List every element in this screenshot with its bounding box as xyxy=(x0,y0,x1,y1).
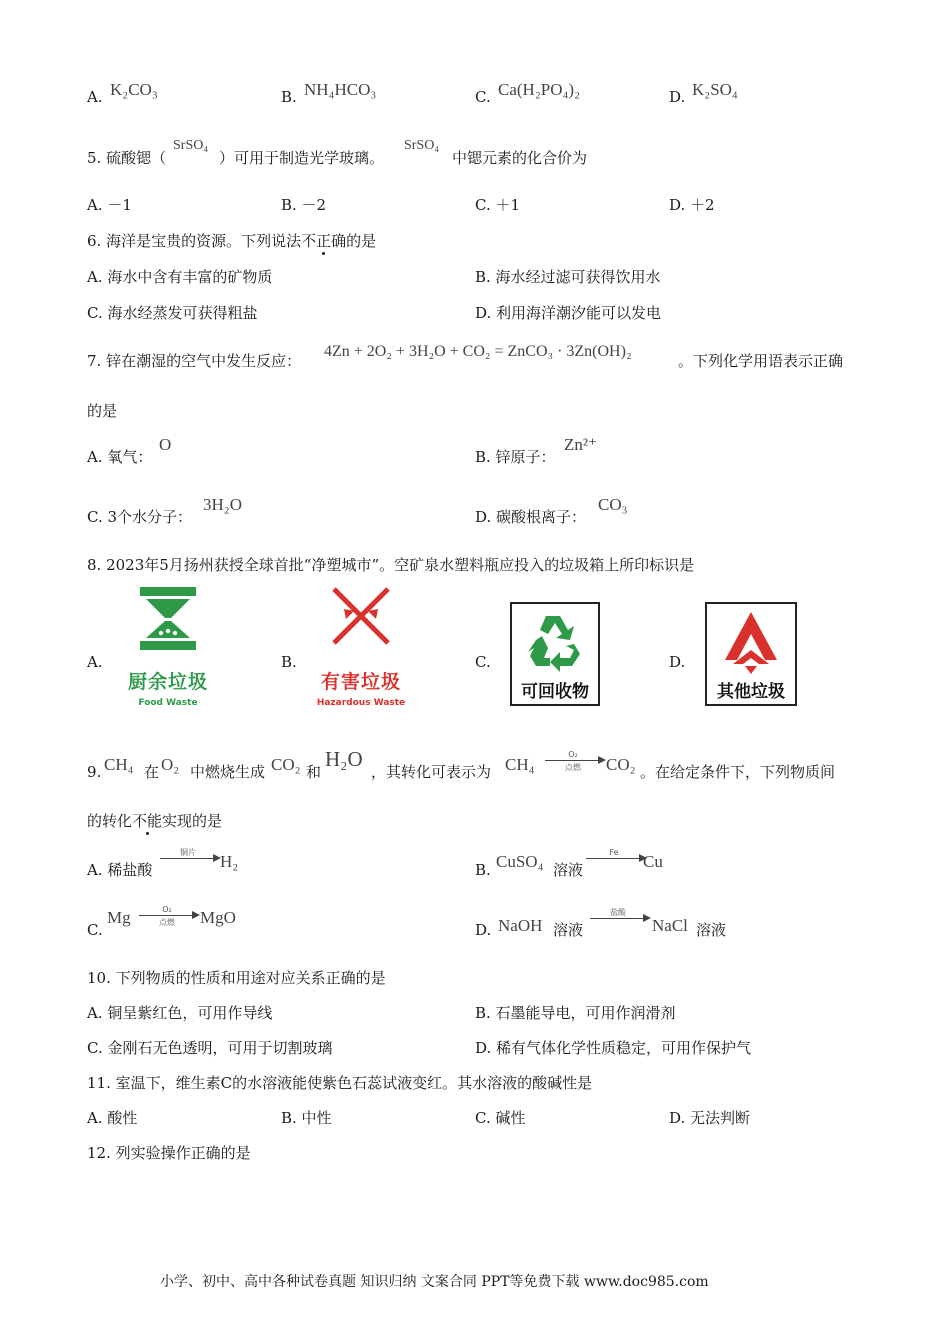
q9-option-d-head xyxy=(643,914,651,922)
q9-option-b-cond: Fe xyxy=(609,848,619,857)
q6-option-a: A. 海水中含有丰富的矿物质 xyxy=(87,268,273,286)
food-waste-cn: 厨余垃圾 xyxy=(127,671,208,693)
q10-option-a: A. 铜呈紫红色，可用作导线 xyxy=(87,1004,273,1022)
q9-option-b-label: B. xyxy=(475,861,491,879)
q9-option-b-arrow xyxy=(586,848,646,868)
q7-option-d-text: D. 碳酸根离子： xyxy=(475,508,587,526)
q10-option-c: C. 金刚石无色透明，可用于切割玻璃 xyxy=(87,1039,333,1057)
q6-stem-1: 6. 海洋是宝贵的资源。下列说法 xyxy=(87,232,302,250)
q9-zai: 在 xyxy=(144,763,160,781)
q10-option-b: B. 石墨能导电，可用作润滑剂 xyxy=(475,1004,676,1022)
q7-option-a-text: A. 氧气： xyxy=(87,448,153,466)
q9-o2: O₂ xyxy=(161,755,180,774)
q8-option-c-label: C. xyxy=(475,653,491,671)
recyclable-logo xyxy=(510,602,600,706)
q7-equation: 4Zn + 2O₂ + 3H₂O + CO₂ = ZnCO₃ · 3Zn(OH)₂ xyxy=(324,343,632,360)
q6-stem-2: 的是 xyxy=(346,232,377,250)
q9-option-d-line xyxy=(590,918,646,919)
q4-option-c-formula: Ca(H₂PO₄)₂ xyxy=(498,80,580,99)
q9-arrow-top: O₂ xyxy=(568,750,578,759)
q9-option-c-prod: MgO xyxy=(200,908,236,927)
q7-stem-3: 的是 xyxy=(87,402,118,420)
q9-eq-ch4: CH₄ xyxy=(505,755,535,774)
q5-option-a: A. －1 xyxy=(87,196,132,214)
q9-option-a-arrow xyxy=(160,848,220,868)
q9-option-b-prod: Cu xyxy=(643,852,663,871)
q5-option-b: B. －2 xyxy=(281,196,327,214)
q6-emphasis: 不正确 xyxy=(301,232,347,250)
recyclable-cn: 可回收物 xyxy=(521,682,589,702)
q9-stem-arrow xyxy=(545,750,605,770)
q7-stem-2: 。下列化学用语表示正确 xyxy=(678,352,844,370)
q7-option-b-formula: Zn²⁺ xyxy=(564,435,597,454)
q9-option-d-prod: NaCl xyxy=(652,916,688,935)
q11-option-d: D. 无法判断 xyxy=(669,1109,751,1127)
food-waste-logo xyxy=(113,585,223,715)
q9-option-c-label: C. xyxy=(87,921,103,939)
q5-stem-1: 5. 硫酸锶（ xyxy=(87,149,167,167)
q9-option-c-cond-bottom: 点燃 xyxy=(159,918,175,927)
food-waste-icon xyxy=(113,585,223,675)
q9-stem-a: ，其转化可表示为 xyxy=(371,763,492,781)
q5-formula-1: SrSO₄ xyxy=(173,138,209,153)
q9-he: 和 xyxy=(306,763,322,781)
q10-option-d: D. 稀有气体化学性质稳定，可用作保护气 xyxy=(475,1039,752,1057)
q6-option-b: B. 海水经过滤可获得饮用水 xyxy=(475,268,661,286)
q9-eq-co2: CO₂ xyxy=(606,755,636,774)
q5-formula-2: SrSO₄ xyxy=(404,138,440,153)
hazardous-waste-logo xyxy=(306,585,416,715)
q5-stem-2: ）可用于制造光学玻璃。 xyxy=(219,149,385,167)
q4-option-b-label: B. xyxy=(281,88,297,106)
q5-stem-3: 中锶元素的化合价为 xyxy=(452,149,588,167)
q12-stem: 12. 列实验操作正确的是 xyxy=(87,1144,251,1162)
q8-option-a-label: A. xyxy=(87,653,103,671)
q9-option-c-react: Mg xyxy=(107,908,131,927)
q7-option-a-formula: O xyxy=(159,435,172,454)
q5-option-c: C. ＋1 xyxy=(475,196,521,214)
q9-co2: CO₂ xyxy=(271,755,301,774)
q10-stem: 10. 下列物质的性质和用途对应关系正确的是 xyxy=(87,969,386,987)
q4-option-a-formula: K₂CO₃ xyxy=(110,80,158,99)
other-waste-icon xyxy=(707,606,795,678)
q7-stem-1: 7. 锌在潮湿的空气中发生反应： xyxy=(87,352,302,370)
other-waste-logo xyxy=(705,602,797,706)
hazardous-waste-cn: 有害垃圾 xyxy=(320,671,401,693)
q9-option-c-line xyxy=(139,915,195,916)
q9-option-d-label: D. xyxy=(475,921,492,939)
page-footer: 小学、初中、高中各种试卷真题 知识归纳 文案合同 PPT等免费下载 www.doc985.com xyxy=(160,1274,709,1290)
q9-option-a-label: A. 稀盐酸 xyxy=(87,861,153,879)
q9-h2o: H₂O xyxy=(325,747,363,771)
q9-option-d-cond: 盐酸 xyxy=(610,908,626,917)
q9-arrow-line xyxy=(545,760,601,761)
q8-stem: 8. 2023年5月扬州获授全球首批“净塑城市”。空矿泉水塑料瓶应投入的垃圾箱上所印标识是 xyxy=(87,556,695,574)
q9-ch4: CH₄ xyxy=(104,755,134,774)
q9-option-b-react: CuSO₄ xyxy=(496,852,544,871)
q7-option-c-text: C. 3个水分子： xyxy=(87,508,193,526)
q7-option-b-text: B. 锌原子： xyxy=(475,448,556,466)
q9-stem-b: 。在给定条件下，下列物质间 xyxy=(640,763,836,781)
q9-option-c-cond-top: O₂ xyxy=(162,905,172,914)
q9-emphasis: 不能 xyxy=(132,812,163,830)
q9-option-d-react: NaOH xyxy=(498,916,543,935)
hazardous-waste-en: Hazardous Waste xyxy=(316,698,406,708)
q9-mid: 中燃烧生成 xyxy=(190,763,266,781)
recycle-icon xyxy=(512,606,598,676)
q11-stem: 11. 室温下，维生素C的水溶液能使紫色石蕊试液变红。其水溶液的酸碱性是 xyxy=(87,1074,593,1092)
q11-option-a: A. 酸性 xyxy=(87,1109,138,1127)
food-waste-en: Food Waste xyxy=(138,698,198,708)
q4-option-d-formula: K₂SO₄ xyxy=(692,80,738,99)
q6-option-d: D. 利用海洋潮汐能可以发电 xyxy=(475,304,662,322)
q6-option-c: C. 海水经蒸发可获得粗盐 xyxy=(87,304,258,322)
q7-option-d-formula: CO₃ xyxy=(598,495,628,514)
q11-option-b: B. 中性 xyxy=(281,1109,332,1127)
q8-option-d-label: D. xyxy=(669,653,686,671)
q4-option-c-label: C. xyxy=(475,88,491,106)
q9-arrow-bottom: 点燃 xyxy=(565,763,581,772)
q6-stem xyxy=(87,232,376,250)
q9-stem-c-line xyxy=(87,812,222,830)
q9-option-a-prod: H₂ xyxy=(220,852,239,871)
q4-option-a-label: A. xyxy=(87,88,103,106)
q4-option-b-formula: NH₄HCO₃ xyxy=(304,80,377,99)
q11-option-c: C. 碱性 xyxy=(475,1109,526,1127)
q9-option-a-line xyxy=(160,858,216,859)
q5-option-d: D. ＋2 xyxy=(669,196,715,214)
hazardous-waste-icon xyxy=(306,585,416,665)
q9-option-d-arrow xyxy=(590,908,650,928)
q4-option-d-label: D. xyxy=(669,88,686,106)
q7-option-c-formula: 3H₂O xyxy=(203,495,242,514)
q9-stem-d: 实现的是 xyxy=(162,812,223,830)
q9-option-d-sol2: 溶液 xyxy=(696,921,727,939)
q9-option-b-sol: 溶液 xyxy=(553,861,584,879)
q9-option-a-cond: 铜片 xyxy=(180,848,196,857)
q9-option-b-line xyxy=(586,858,642,859)
other-waste-cn: 其他垃圾 xyxy=(717,682,785,702)
q9-number: 9. xyxy=(87,763,102,781)
q9-option-d-sol: 溶液 xyxy=(553,921,584,939)
q8-option-b-label: B. xyxy=(281,653,297,671)
q9-stem-c: 的转化 xyxy=(87,812,133,830)
q9-option-c-arrow xyxy=(139,905,199,925)
